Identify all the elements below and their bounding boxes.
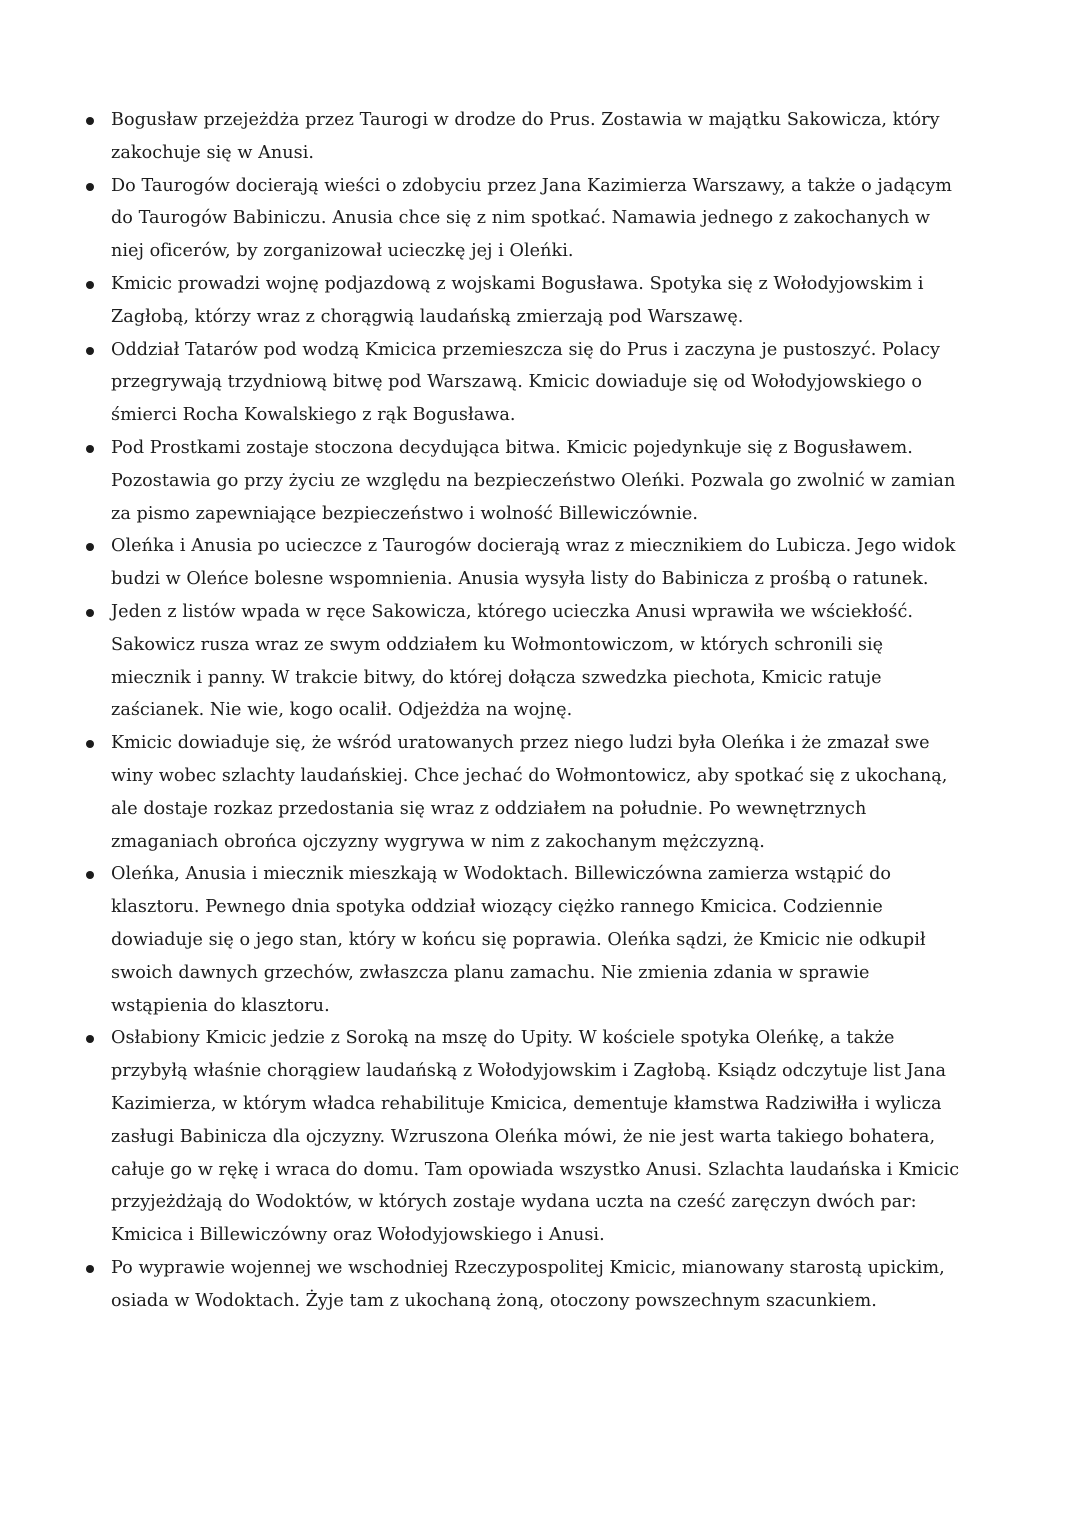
text-line: przegrywają trzydniową bitwę pod Warszawą. Kmicic dowiaduje się od Wołodyjowskiego o	[111, 372, 923, 393]
text-line: klasztoru. Pewnego dnia spotyka oddział wiozący ciężko rannego Kmicica. Codziennie	[111, 897, 883, 918]
list-item	[0, 170, 1080, 268]
text-line: Osłabiony Kmicic jedzie z Soroką na mszę do Upity. W kościele spotyka Oleńkę, a także	[111, 1028, 895, 1049]
text-line: Pod Prostkami zostaje stoczona decydująca bitwa. Kmicic pojedynkuje się z Bogusławem.	[111, 437, 913, 458]
text-line: niej oficerów, by zorganizował ucieczkę jej i Oleńki.	[111, 241, 574, 262]
text-line: Kazimierza, w którym władca rehabilituje Kmicica, dementuje kłamstwa Radziwiłła i wylicza	[111, 1093, 942, 1114]
text-line: Oleńka i Anusia po ucieczce z Taurogów docierają wraz z miecznikiem do Lubicza. Jego widok	[111, 536, 956, 557]
list-item	[0, 596, 1080, 727]
list-item	[0, 104, 1080, 170]
text-line: Oddział Tatarów pod wodzą Kmicica przemieszcza się do Prus i zaczyna je pustoszyć. Polacy	[111, 339, 940, 360]
list-item	[0, 530, 1080, 596]
list-item	[0, 1022, 1080, 1252]
text-line: całuje go w rękę i wraca do domu. Tam opowiada wszystko Anusi. Szlachta laudańska i Kmicic	[111, 1159, 960, 1180]
text-line: zakochuje się w Anusi.	[111, 142, 315, 163]
text-line: Sakowicz rusza wraz ze swym oddziałem ku Wołmontowiczom, w których schronili się	[111, 634, 884, 655]
text-line: winy wobec szlachty laudańskiej. Chce jechać do Wołmontowicz, aby spotkać się z ukochaną,	[111, 765, 948, 786]
text-line: Bogusław przejeżdża przez Taurogi w drodze do Prus. Zostawia w majątku Sakowicza, który	[111, 110, 940, 130]
text-line: zasługi Babinicza dla ojczyzny. Wzruszona Oleńka mówi, że nie jest warta takiego bohatera,	[111, 1126, 936, 1147]
list-item	[0, 1252, 1080, 1318]
list-item	[0, 334, 1080, 432]
text-line: Po wyprawie wojennej we wschodniej Rzeczypospolitej Kmicic, mianowany starostą upickim,	[111, 1257, 945, 1278]
text-line: zaścianek. Nie wie, kogo ocalił. Odjeżdża na wojnę.	[111, 700, 573, 721]
text-line: wstąpienia do klasztoru.	[111, 995, 330, 1016]
bullet-icon	[86, 1265, 94, 1273]
bullet-icon	[86, 609, 94, 617]
text-line: śmierci Rocha Kowalskiego z rąk Bogusława.	[111, 405, 516, 426]
bullet-icon	[86, 183, 94, 191]
text-line: Jeden z listów wpada w ręce Sakowicza, którego ucieczka Anusi wprawiła we wściekłość.	[111, 601, 914, 622]
text-line: budzi w Oleńce bolesne wspomnienia. Anusia wysyła listy do Babinicza z prośbą o ratunek.	[111, 569, 929, 590]
bullet-icon	[86, 871, 94, 879]
list-item	[0, 432, 1080, 530]
text-line: Do Taurogów docierają wieści o zdobyciu przez Jana Kazimierza Warszawy, a także o jadącym	[111, 175, 952, 196]
text-line: dowiaduje się o jego stan, który w końcu się poprawia. Oleńka sądzi, że Kmicic nie odkupił	[111, 929, 926, 950]
text-line: Oleńka, Anusia i miecznik mieszkają w Wodoktach. Billewiczówna zamierza wstąpić do	[111, 864, 892, 885]
bullet-icon	[86, 281, 94, 289]
text-line: Kmicica i Billewiczówny oraz Wołodyjowskiego i Anusi.	[111, 1225, 605, 1246]
bullet-icon	[86, 740, 94, 748]
bullet-icon	[86, 117, 94, 125]
list-item	[0, 727, 1080, 858]
text-line: za pismo zapewniające bezpieczeństwo i wolność Billewiczównie.	[111, 503, 698, 524]
bullet-icon	[86, 543, 94, 551]
bullet-icon	[86, 445, 94, 453]
text-line: miecznik i panny. W trakcie bitwy, do której dołącza szwedzka piechota, Kmicic ratuje	[111, 667, 882, 688]
bullet-icon	[86, 347, 94, 355]
list-item	[0, 268, 1080, 334]
text-line: Kmicic dowiaduje się, że wśród uratowanych przez niego ludzi była Oleńka i że zmazał swe	[111, 733, 930, 754]
text-line: przyjeżdżają do Wodoktów, w których zostaje wydana uczta na cześć zaręczyn dwóch par:	[111, 1192, 917, 1213]
text-line: osiada w Wodoktach. Żyje tam z ukochaną żoną, otoczony powszechnym szacunkiem.	[111, 1290, 877, 1311]
bullet-icon	[86, 1035, 94, 1043]
text-line: Zagłobą, którzy wraz z chorągwią laudańską zmierzają pod Warszawę.	[111, 306, 744, 327]
text-line: swoich dawnych grzechów, zwłaszcza planu zamachu. Nie zmienia zdania w sprawie	[111, 962, 870, 983]
bullet-list	[0, 104, 1080, 1317]
text-line: ale dostaje rozkaz przedostania się wraz z oddziałem na południe. Po wewnętrznych	[111, 798, 867, 819]
text-line: Pozostawia go przy życiu ze względu na bezpieczeństwo Oleńki. Pozwala go zwolnić w zamian	[111, 470, 956, 491]
text-line: do Taurogów Babiniczu. Anusia chce się z nim spotkać. Namawia jednego z zakochanych w	[111, 208, 931, 229]
text-line: przybyłą właśnie chorągiew laudańską z Wołodyjowskim i Zagłobą. Ksiądz odczytuje list Jana	[111, 1061, 947, 1082]
list-item	[0, 858, 1080, 1022]
text-line: zmaganiach obrońca ojczyzny wygrywa w nim z zakochanym mężczyzną.	[111, 831, 765, 852]
text-line: Kmicic prowadzi wojnę podjazdową z wojskami Bogusława. Spotyka się z Wołodyjowskim i	[111, 273, 924, 294]
